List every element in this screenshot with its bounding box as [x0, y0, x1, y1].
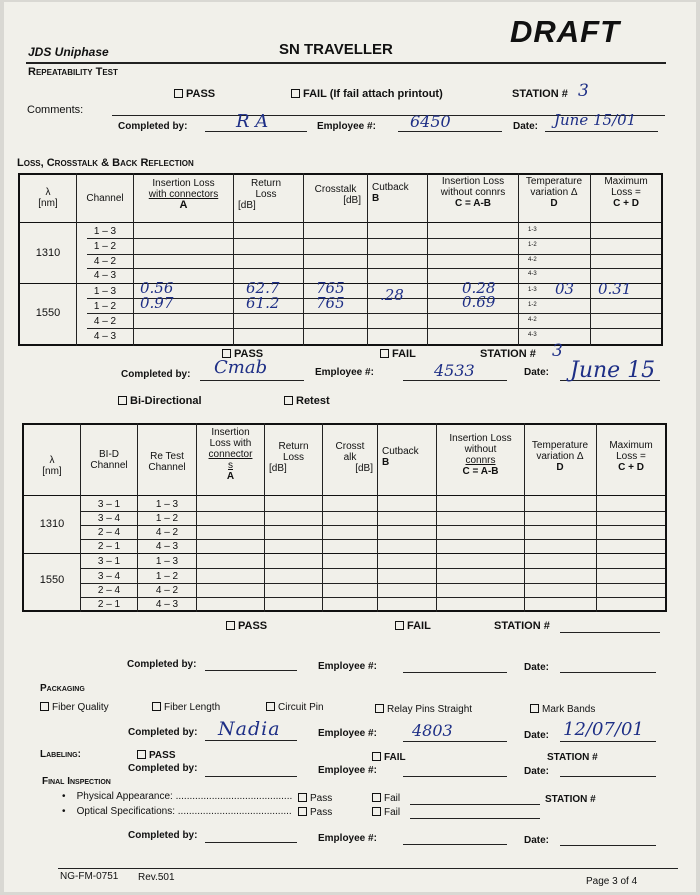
employee-line — [398, 131, 502, 132]
bid-channel-cell: 3 – 4 — [97, 571, 121, 582]
physical-fail[interactable] — [372, 793, 400, 804]
header-ct-3: [dB] — [355, 463, 373, 474]
completed-signature[interactable]: Cmab — [214, 357, 268, 378]
optical-fail-line[interactable] — [410, 818, 540, 819]
col-crosstalk — [323, 441, 377, 474]
document-title: SN TRAVELLER — [279, 41, 393, 58]
loss-table-rule — [87, 238, 662, 239]
labeling-pass[interactable] — [137, 750, 176, 761]
station-value[interactable]: 3 — [552, 341, 563, 361]
header-ct-1: Crosst — [335, 441, 365, 452]
cutback-value[interactable]: .28 — [380, 286, 404, 304]
bidir-table-rule — [22, 423, 666, 425]
comments-label: Comments: — [27, 104, 84, 116]
optical-pass[interactable] — [298, 807, 332, 818]
header-nm: [nm] — [38, 198, 58, 209]
header-ilw-4: C = A-B — [462, 466, 499, 477]
col-insertion-loss — [134, 178, 233, 211]
loss-table-rule — [87, 313, 662, 314]
header-cut-1: Cutback — [382, 446, 419, 457]
return-loss-value[interactable]: 62.7 — [246, 279, 280, 297]
completed-label: Completed by: — [128, 830, 198, 841]
header-rl-3: [dB] — [269, 463, 287, 474]
fail-checkbox[interactable] — [372, 752, 381, 761]
header-rt-2: Channel — [148, 462, 186, 473]
pass-checkbox[interactable] — [137, 750, 146, 759]
bidir-table-rule — [80, 568, 666, 569]
wavelength-1310: 1310 — [35, 247, 61, 259]
header-bid-1: BI-D — [99, 449, 119, 460]
pass-label: PASS — [149, 750, 176, 761]
channel-cell: 4 – 3 — [93, 331, 117, 342]
date-line[interactable] — [560, 776, 656, 777]
wavelength-1550: 1550 — [35, 307, 61, 319]
packaging-label: Fiber Length — [164, 702, 221, 713]
col-cutback — [368, 182, 431, 204]
col-channel: Channel — [86, 193, 124, 204]
retest-channel-cell: 1 – 3 — [155, 499, 179, 510]
wavelength-1310: 1310 — [39, 518, 65, 530]
header-il-4: s — [228, 460, 233, 471]
bid-channel-cell: 2 – 1 — [97, 541, 121, 552]
loss-table-title: Loss, Crosstalk & Back Reflection — [17, 157, 194, 169]
temp-small-label: 1-2 — [528, 242, 537, 248]
date-value[interactable]: June 15/01 — [554, 111, 637, 129]
station-label: STATION # — [545, 794, 596, 805]
temp-small-label: 1-3 — [528, 227, 537, 233]
header-il-2: Loss with — [209, 438, 252, 449]
retest-channel-cell: 4 – 2 — [155, 585, 179, 596]
date-label: Date: — [513, 121, 539, 132]
loss-table-rule — [18, 222, 662, 223]
employee-label: Employee #: — [317, 121, 376, 132]
fail-checkbox[interactable] — [380, 349, 389, 358]
col-temperature — [518, 176, 590, 209]
il-value[interactable]: 0.97 — [140, 294, 174, 312]
pass-checkbox[interactable] — [226, 621, 235, 630]
checkbox-checked[interactable] — [530, 704, 539, 713]
company-name: JDS Uniphase — [28, 45, 109, 59]
channel-cell: 4 – 3 — [93, 270, 117, 281]
header-max-1: Maximum — [609, 440, 653, 451]
header-il-3: A — [179, 199, 188, 211]
completed-signature[interactable]: Nadia — [218, 718, 281, 740]
header-temp-2: variation Δ — [536, 451, 584, 462]
packaging-item-fiber-quality[interactable] — [40, 702, 109, 713]
pass-checkbox[interactable] — [298, 807, 307, 816]
il-value[interactable]: 0.56 — [140, 279, 174, 297]
temp-small-label: 1-3 — [528, 287, 537, 293]
completed-line[interactable] — [205, 670, 297, 671]
pass-label: PASS — [186, 88, 216, 100]
header-rl-2: Loss — [282, 452, 305, 463]
bidir-pass[interactable] — [226, 620, 267, 632]
loss-table-rule — [18, 173, 662, 175]
bidir-table-rule — [22, 610, 666, 612]
physical-appearance-label: Physical Appearance: .......................................... — [76, 791, 293, 802]
bidir-table-rule — [22, 495, 666, 496]
col-max-loss — [597, 440, 665, 473]
bidir-table-rule — [80, 539, 666, 540]
header-temp-3: D — [550, 198, 558, 209]
optical-spec-label: Optical Specifications: ......................................... — [76, 806, 292, 817]
pass-checkbox[interactable] — [174, 89, 183, 98]
date-label: Date: — [524, 367, 550, 378]
header-il-3: connector — [208, 449, 253, 460]
date-value[interactable]: June 15 — [570, 358, 656, 383]
completed-label: Completed by: — [121, 369, 191, 380]
date-line[interactable] — [560, 672, 656, 673]
header-rl-3: [dB] — [238, 200, 256, 211]
draft-stamp: DRAFT — [510, 14, 621, 49]
retest-channel-cell: 4 – 2 — [155, 527, 179, 538]
page-number: Page 3 of 4 — [586, 876, 638, 887]
optical-spec-row — [62, 806, 292, 817]
repeatability-title: Repeatability Test — [28, 66, 118, 78]
header-ilw-3: C = A-B — [454, 198, 492, 209]
labeling-fail[interactable] — [372, 752, 406, 763]
bid-channel-cell: 3 – 1 — [97, 499, 121, 510]
date-line — [545, 131, 658, 132]
header-cut-1: Cutback — [372, 182, 409, 193]
bi-directional-label: Bi-Directional — [130, 395, 202, 407]
employee-label: Employee #: — [318, 765, 377, 776]
pass-label: Pass — [310, 793, 333, 804]
station-label: STATION # — [512, 88, 568, 100]
temp-small-label: 1-2 — [528, 302, 537, 308]
bidir-table-rule — [80, 525, 666, 526]
date-label: Date: — [524, 835, 550, 846]
fail-checkbox[interactable] — [291, 89, 300, 98]
bidir-table-rule — [80, 583, 666, 584]
retest-channel-cell: 1 – 3 — [155, 556, 179, 567]
station-label: STATION # — [547, 752, 598, 763]
col-return-loss — [234, 178, 298, 211]
retest-option[interactable] — [284, 395, 330, 407]
employee-line — [403, 741, 507, 742]
il-without-value[interactable]: 0.69 — [462, 293, 496, 311]
checkbox-checked[interactable] — [266, 702, 275, 711]
channel-cell: 4 – 2 — [93, 316, 117, 327]
retest-label: Retest — [296, 395, 330, 407]
temp-variation-value[interactable]: 03 — [555, 280, 575, 298]
header-rl-2: Loss — [255, 189, 277, 200]
packaging-label: Circuit Pin — [278, 702, 324, 713]
header-ct-2: [dB] — [343, 195, 361, 206]
packaging-item-circuit-pin[interactable] — [266, 702, 324, 713]
packaging-label: Mark Bands — [542, 704, 596, 715]
pass-label: PASS — [238, 620, 268, 632]
bullet: • — [62, 791, 77, 802]
packaging-label: Fiber Quality — [52, 702, 109, 713]
col-il-without — [437, 433, 524, 477]
retest-channel-cell: 4 – 3 — [155, 541, 179, 552]
bidir-table-rule — [80, 511, 666, 512]
employee-line[interactable] — [403, 844, 507, 845]
channel-cell: 4 – 2 — [93, 256, 117, 267]
packaging-item-relay-pins[interactable] — [375, 704, 472, 715]
loss-table-rule — [18, 344, 662, 346]
physical-appearance-row — [62, 791, 292, 802]
loss-table-rule — [87, 268, 662, 269]
bi-directional-checkbox[interactable] — [118, 396, 127, 405]
header-max-2: Loss = — [616, 451, 646, 462]
retest-channel-cell: 1 – 2 — [155, 571, 179, 582]
col-lambda — [24, 455, 80, 477]
completed-label: Completed by: — [127, 659, 197, 670]
col-return-loss — [265, 441, 322, 474]
header-temp-1: Temperature — [525, 176, 583, 187]
bid-channel-cell: 2 – 1 — [97, 599, 121, 610]
header-max-3: C + D — [613, 198, 639, 209]
crosstalk-value[interactable]: 765 — [316, 279, 345, 297]
physical-fail-line[interactable] — [410, 804, 540, 805]
channel-cell: 1 – 2 — [93, 241, 117, 252]
header-bid-2: Channel — [90, 460, 128, 471]
header-max-3: C + D — [618, 462, 644, 473]
repeatability-pass[interactable] — [174, 88, 215, 100]
col-crosstalk — [304, 184, 367, 206]
completed-label: Completed by: — [128, 727, 198, 738]
completed-label: Completed by: — [128, 763, 198, 774]
station-label: STATION # — [480, 348, 536, 360]
checkbox-checked[interactable] — [40, 702, 49, 711]
fail-label: FAIL (If fail attach printout) — [303, 88, 443, 100]
employee-value[interactable]: 4533 — [434, 361, 475, 380]
header-ct-2: alk — [343, 452, 357, 463]
header-lambda: λ — [45, 187, 51, 198]
labeling-title: Labeling: — [40, 749, 81, 760]
final-inspection-title: Final Inspection — [42, 776, 111, 787]
header-il-1: Insertion — [211, 427, 250, 438]
header-rt-1: Re Test — [150, 451, 184, 462]
header-rule — [26, 62, 666, 64]
header-max-2: Loss = — [611, 187, 641, 198]
physical-pass[interactable] — [298, 793, 332, 804]
bidir-fail[interactable] — [395, 620, 431, 632]
header-ilw-2: without connrs — [440, 187, 506, 198]
packaging-item-fiber-length[interactable] — [152, 702, 220, 713]
station-value[interactable]: 3 — [578, 81, 589, 101]
bid-channel-cell: 3 – 1 — [97, 556, 121, 567]
loss-table-rule — [661, 173, 663, 346]
temp-small-label: 4-2 — [528, 317, 537, 323]
completed-line — [205, 740, 297, 741]
temp-small-label: 4-2 — [528, 257, 537, 263]
pass-label: Pass — [310, 807, 333, 818]
channel-cell: 1 – 2 — [93, 301, 117, 312]
completed-line[interactable] — [205, 842, 297, 843]
wavelength-1550: 1550 — [39, 574, 65, 586]
fail-label: Fail — [384, 793, 401, 804]
header-max-1: Maximum — [604, 176, 648, 187]
fail-label: Fail — [384, 807, 401, 818]
max-loss-value[interactable]: 0.31 — [598, 280, 632, 298]
bullet: • — [62, 806, 77, 817]
loss-fail[interactable] — [380, 348, 416, 360]
loss-table-rule — [87, 254, 662, 255]
footer-rule — [58, 868, 678, 869]
header-ilw-3: connrs — [465, 455, 496, 466]
channel-cell: 1 – 3 — [93, 226, 117, 237]
il-without-value[interactable]: 0.28 — [462, 279, 496, 297]
date-label: Date: — [524, 730, 550, 741]
employee-label: Employee #: — [318, 833, 377, 844]
fail-checkbox[interactable] — [395, 621, 404, 630]
col-temperature — [524, 440, 596, 473]
header-cut-2: B — [382, 457, 390, 468]
header-temp-2: variation Δ — [530, 187, 578, 198]
employee-line[interactable] — [403, 672, 507, 673]
temp-small-label: 4-3 — [528, 271, 537, 277]
header-il-1: Insertion Loss — [152, 178, 215, 189]
date-line[interactable] — [560, 845, 656, 846]
checkbox-checked[interactable] — [375, 704, 384, 713]
header-ilw-1: Insertion Loss — [441, 176, 505, 187]
col-il-without — [428, 176, 518, 209]
header-temp-3: D — [556, 462, 564, 473]
header-temp-1: Temperature — [531, 440, 589, 451]
repeatability-fail[interactable] — [291, 88, 443, 100]
bidir-table-rule — [665, 423, 667, 612]
fail-label: FAIL — [407, 620, 431, 632]
optical-fail[interactable] — [372, 807, 400, 818]
return-loss-value[interactable]: 61.2 — [246, 294, 280, 312]
temp-small-label: 4-3 — [528, 332, 537, 338]
employee-line — [403, 380, 507, 381]
bidir-table-rule — [80, 597, 666, 598]
date-value[interactable]: 12/07/01 — [563, 719, 644, 740]
col-cutback — [378, 446, 440, 468]
bid-channel-cell: 2 – 4 — [97, 585, 121, 596]
pass-checkbox[interactable] — [298, 793, 307, 802]
channel-cell: 1 – 3 — [93, 286, 117, 297]
packaging-title: Packaging — [40, 683, 85, 694]
retest-channel-cell: 4 – 3 — [155, 599, 179, 610]
packaging-label: Relay Pins Straight — [387, 704, 473, 715]
col-bid-channel — [81, 449, 137, 471]
employee-label: Employee #: — [318, 728, 377, 739]
header-il-2: with connectors — [148, 189, 219, 200]
retest-channel-cell: 1 – 2 — [155, 513, 179, 524]
crosstalk-value[interactable]: 765 — [316, 294, 345, 312]
header-rl-1: Return — [278, 441, 309, 452]
employee-line[interactable] — [403, 776, 507, 777]
completed-line — [200, 380, 304, 381]
header-cut-2: B — [372, 193, 380, 204]
bi-directional-option[interactable] — [118, 395, 202, 407]
col-max-loss — [591, 176, 661, 209]
pass-label: PASS — [234, 348, 264, 360]
col-retest-channel — [138, 451, 196, 473]
bidir-table-rule — [22, 553, 666, 554]
station-line[interactable] — [560, 632, 660, 633]
col-insertion-loss — [197, 427, 264, 482]
completed-signature[interactable]: R A — [236, 111, 269, 132]
col-lambda — [20, 187, 76, 209]
header-ilw-2: without — [464, 444, 497, 455]
header-il-5: A — [226, 471, 235, 482]
fail-label: FAIL — [384, 752, 406, 763]
employee-label: Employee #: — [318, 661, 377, 672]
employee-value[interactable]: 6450 — [410, 112, 451, 131]
date-label: Date: — [524, 766, 550, 777]
packaging-item-mark-bands[interactable] — [530, 704, 595, 715]
form-number: NG-FM-0751 — [60, 871, 119, 882]
header-rl-1: Return — [250, 178, 281, 189]
revision: Rev.501 — [138, 872, 175, 883]
fail-checkbox[interactable] — [372, 807, 381, 816]
bid-channel-cell: 2 – 4 — [97, 527, 121, 538]
date-label: Date: — [524, 662, 550, 673]
header-ct-1: Crosstalk — [314, 184, 357, 195]
date-line — [560, 741, 656, 742]
station-label: STATION # — [494, 620, 550, 632]
checkbox-checked[interactable] — [152, 702, 161, 711]
header-nm: [nm] — [42, 466, 62, 477]
employee-value[interactable]: 4803 — [412, 721, 453, 740]
header-ilw-1: Insertion Loss — [449, 433, 512, 444]
employee-label: Employee #: — [315, 367, 374, 378]
header-lambda: λ — [49, 455, 55, 466]
retest-checkbox[interactable] — [284, 396, 293, 405]
bid-channel-cell: 3 – 4 — [97, 513, 121, 524]
fail-checkbox[interactable] — [372, 793, 381, 802]
completed-label: Completed by: — [118, 121, 188, 132]
fail-label: FAIL — [392, 348, 416, 360]
loss-table-rule — [87, 328, 662, 329]
completed-line[interactable] — [205, 776, 297, 777]
